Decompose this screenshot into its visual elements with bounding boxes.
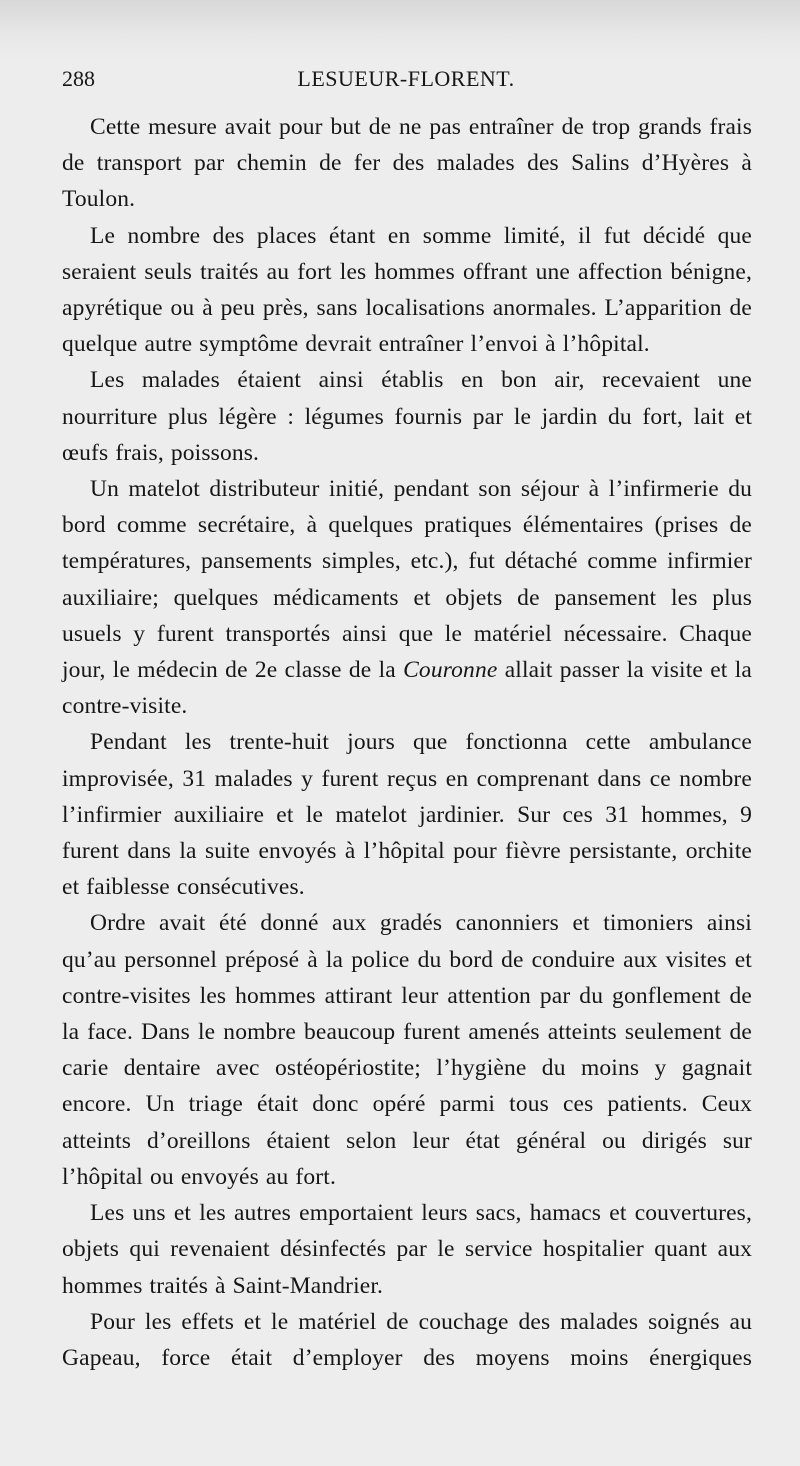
ship-name-italic: Couronne bbox=[403, 657, 498, 684]
running-title: LESUEUR-FLORENT. bbox=[297, 66, 515, 91]
page-header bbox=[62, 64, 740, 94]
paragraph-7: Les uns et les autres emportaient leurs sacs, hamacs et couvertures, objets qui revenaient désinfectés par le service hospitalier quant aux hommes traités à Saint-Mandrier. bbox=[62, 1200, 752, 1299]
paragraph-3: Les malades étaient ainsi établis en bon air, recevaient une nourriture plus légère : légumes fournis par le jardin du fort, lait et œufs frais, poissons. bbox=[62, 367, 752, 466]
paragraph-5: Pendant les trente-huit jours que fonctionna cette ambulance improvisée, 31 malades y furent reçus en comprenant dans ce nombre l’infirmier auxiliaire et le matelot jardinier. Sur ces 31 hommes, 9 furent dans la suite envoyés à l’hôpital pour fièvre persistante, orchite et faiblesse consécutives. bbox=[62, 729, 752, 901]
paragraph-1: Cette mesure avait pour but de ne pas entraîner de trop grands frais de transport par chemin de fer des malades des Salins d’Hyères à Toulon. bbox=[62, 114, 752, 213]
paragraph-4-text: Un matelot distributeur initié, pendant son séjour à l’infirmerie du bord comme secrétaire, à quelques pratiques élémentaires (prises de températures, pansements simples, etc.), fut détaché comme infirmier auxiliaire; quelques médicaments et objets de pansement les plus usuels y furent transportés ainsi que le matériel nécessaire. Chaque jour, le médecin de 2e classe de la bbox=[62, 476, 752, 684]
paragraph-4 bbox=[62, 471, 752, 724]
paragraph-6: Ordre avait été donné aux gradés canonniers et timoniers ainsi qu’au personnel préposé à la police du bord de conduire aux visites et contre-visites les hommes attirant leur attention par du gonflement de la face. Dans le nombre beaucoup furent amenés atteints seulement de carie dentaire avec ostéopériostite; l’hygiène du moins y gagnait encore. Un triage était donc opéré parmi tous ces patients. Ceux atteints d’oreillons étaient selon leur état général ou dirigés sur l’hôpital ou envoyés au fort. bbox=[62, 910, 752, 1190]
paragraph-8: Pour les effets et le matériel de couchage des malades soignés au Gapeau, force était d’employer des moyens moins énergiques bbox=[62, 1308, 752, 1371]
page-number: 288 bbox=[62, 66, 95, 91]
paragraph-2: Le nombre des places étant en somme limité, il fut décidé que seraient seuls traités au fort les hommes offrant une affection bénigne, apyrétique ou à peu près, sans localisations anormales. L’apparition de quelque autre symptôme devrait entraîner l’envoi à l’hôpital. bbox=[62, 222, 752, 358]
paragraph-4-end: allait passer la visite et la contre-visite. bbox=[62, 657, 752, 720]
body-text bbox=[62, 109, 752, 1376]
